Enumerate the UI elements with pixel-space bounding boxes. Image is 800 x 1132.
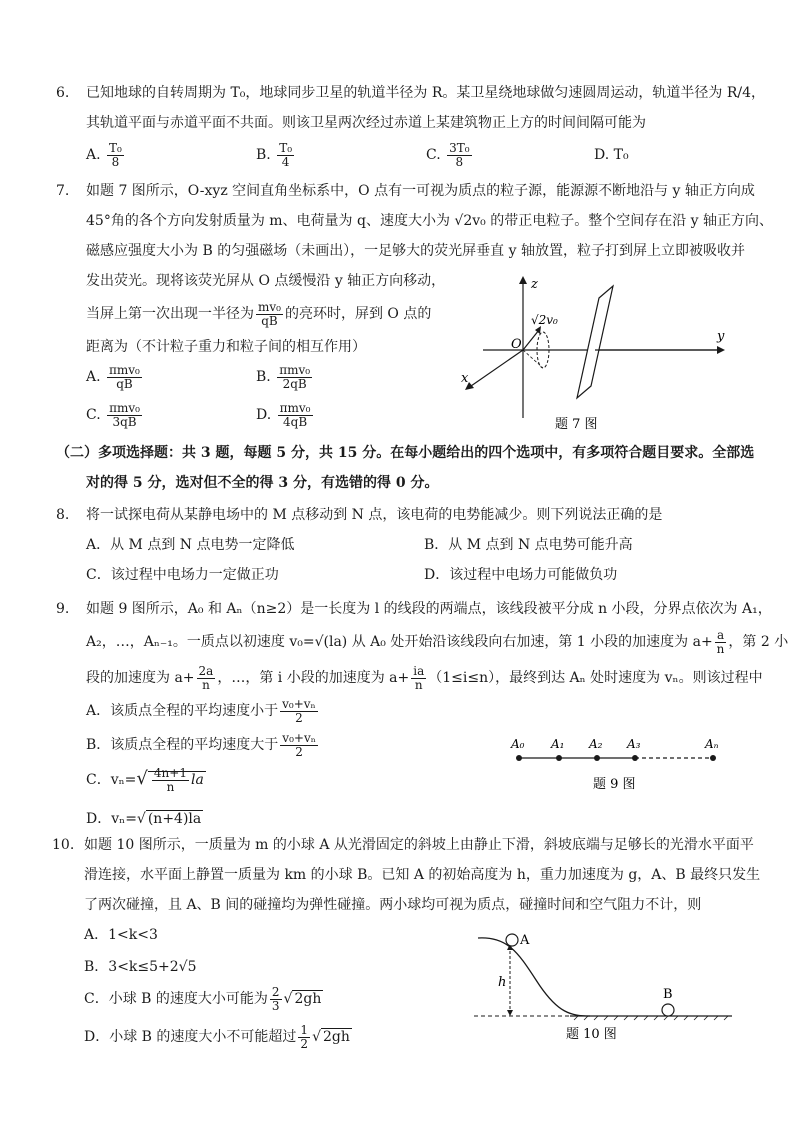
question-text: 将一试探电荷从某静电场中的 M 点移动到 N 点，该电荷的电势能减少。则下列说法正确的是 <box>86 507 663 523</box>
point-a0 <box>516 755 522 761</box>
option-d: D．小球 B 的速度大小不可能超过 $\frac{1}{2}$ √ 2gh <box>84 1022 350 1051</box>
question-text: 其轨道平面与赤道平面不共面。则该卫星两次经过赤道上某建筑物正上方的时间间隔可能为 <box>86 115 646 131</box>
option-b: B．3<k≤5+2√5 <box>84 959 197 975</box>
question-text: 了两次碰撞，且 A、B 间的碰撞均为弹性碰撞。两小球均可视为质点，碰撞时间和空气阻力不计，则 <box>84 897 702 913</box>
option-b: B. $\frac{\text{T₀}}{4}$ <box>256 140 293 169</box>
label-b: B <box>663 987 673 1002</box>
option-c: C. $\frac{\text{πmv₀}}{3qB}$ <box>86 400 140 429</box>
ball-a <box>506 934 518 946</box>
slope-curve <box>478 938 590 1016</box>
question-text: 当屏上第一次出现一半径为 $\frac{\text{mv₀}}{qB}$ 的亮环时，屏到 O 点的 <box>86 299 432 328</box>
z-label: z <box>531 277 538 292</box>
section-text: 对的得 5 分，选对但不全的得 3 分，有选错的得 0 分。 <box>86 475 439 491</box>
label-a1: A₁ <box>551 737 565 751</box>
question-6 <box>56 78 766 180</box>
label-an: Aₙ <box>705 737 719 751</box>
x-axis <box>471 350 523 386</box>
velocity-arrow-icon <box>535 326 541 334</box>
question-text: 距离为（不计粒子重力和粒子间的相互作用） <box>86 339 366 355</box>
option-d: D. $\frac{\text{πmv₀}}{4qB}$ <box>256 400 311 429</box>
question-text: 如题 10 图所示，一质量为 m 的小球 A 从光滑固定的斜坡上由静止下滑，斜坡底端与足够长的光滑水平面平 <box>84 837 754 853</box>
option-b: B．该质点全程的平均速度大于 $\frac{\text{v₀+vₙ}}{2}$ <box>86 730 316 759</box>
question-text: 如题 9 图所示，A₀ 和 Aₙ（n≥2）是一长度为 l 的线段的两端点，该线段被平分成 n 小段，分界点依次为 A₁， <box>86 601 772 617</box>
label-a: A <box>520 933 530 948</box>
point-a2 <box>594 755 600 761</box>
figure-9 <box>505 734 735 794</box>
option-b: B．从 M 点到 N 点电势可能升高 <box>424 537 633 553</box>
y-arrow-icon <box>717 346 725 354</box>
point-an <box>710 755 716 761</box>
figure-caption: 题 9 图 <box>593 777 636 792</box>
velocity-label: √2v₀ <box>531 313 558 327</box>
question-text: 已知地球的自转周期为 T₀，地球同步卫星的轨道半径为 R。某卫星绕地球做匀速圆周运动，轨道半径为 R/4， <box>86 85 766 101</box>
cone-edge <box>523 350 543 368</box>
option-a: A. $\frac{\text{πmv₀}}{qB}$ <box>86 362 140 391</box>
point-a3 <box>632 755 638 761</box>
option-d: D. T₀ <box>594 147 629 163</box>
point-a1 <box>556 755 562 761</box>
option-d: D．该过程中电场力可能做负功 <box>424 567 618 583</box>
label-a0: A₀ <box>511 737 525 751</box>
origin-label: O <box>511 337 522 352</box>
option-a: A．从 M 点到 N 点电势一定降低 <box>86 537 295 553</box>
question-text: 段的加速度为 a+ $\frac{2a}{n}$ ，…，第 i 小段的加速度为 a+ $\frac{ia}{n}$ （1≤i≤n），最终到达 Aₙ 处时速度为 vₙ。则该过程中 <box>86 663 763 692</box>
option-c: C．小球 B 的速度大小可能为 $\frac{2}{3}$ √ 2gh <box>84 984 322 1013</box>
question-8 <box>56 500 756 590</box>
question-number: 10. <box>52 837 75 853</box>
z-arrow-icon <box>519 276 527 284</box>
ball-b <box>662 1004 674 1016</box>
question-number: 8. <box>56 507 70 523</box>
figure-7 <box>455 268 735 438</box>
question-9 <box>56 594 789 838</box>
height-arrow-down-icon <box>507 1010 513 1016</box>
option-b: B. $\frac{\text{πmv₀}}{2qB}$ <box>256 362 311 391</box>
option-a: A. $\frac{\text{T₀}}{8}$ <box>86 140 122 169</box>
option-a: A．该质点全程的平均速度小于 $\frac{\text{v₀+vₙ}}{2}$ <box>86 696 316 725</box>
label-h: h <box>498 975 507 990</box>
option-c: C．该过程中电场力一定做正功 <box>86 567 279 583</box>
question-text: A₂，…，Aₙ₋₁。一质点以初速度 v₀=√(la) 从 A₀ 处开始沿该线段向右加速，第 1 小段的加速度为 a+ $\frac{a}{n}$ ，第 2 小 <box>86 627 789 656</box>
label-a2: A₂ <box>589 737 603 751</box>
option-c: C．vₙ=√ $\frac{4n+1}{n}$ la <box>86 765 204 794</box>
section-text: （二）多项选择题：共 3 题，每题 5 分，共 15 分。在每小题给出的四个选项中，有多项符合题目要求。全部选 <box>56 445 755 461</box>
figure-caption: 题 7 图 <box>555 417 598 432</box>
x-label: x <box>461 371 469 386</box>
question-text: 发出荧光。现将该荧光屏从 O 点缓慢沿 y 轴正方向移动， <box>86 273 446 289</box>
question-text: 磁感应强度大小为 B 的匀强磁场（未画出），一足够大的荧光屏垂直 y 轴放置，粒子打到屏上立即被吸收并 <box>86 243 745 259</box>
option-d: D．vₙ=√ (n+4)la <box>86 811 202 827</box>
question-text: 如题 7 图所示，O-xyz 空间直角坐标系中，O 点有一可视为质点的粒子源，能源源不断地沿与 y 轴正方向成 <box>86 183 755 199</box>
question-number: 7. <box>56 183 70 199</box>
figure-caption: 题 10 图 <box>566 1027 617 1042</box>
option-c: C. $\frac{\text{3T₀}}{8}$ <box>426 140 470 169</box>
question-text: 45°角的各个方向发射质量为 m、电荷量为 q、速度大小为 √2v₀ 的带正电粒子。整个空间存在沿 y 轴正方向、 <box>86 213 774 229</box>
question-text: 滑连接，水平面上静置一质量为 km 的小球 B。已知 A 的初始高度为 h，重力加速度为 g，A、B 最终只发生 <box>84 867 761 883</box>
fluorescent-screen <box>577 286 613 398</box>
label-a3: A₃ <box>627 737 641 751</box>
y-label: y <box>717 329 725 344</box>
question-number: 6. <box>56 85 70 101</box>
section-2-heading <box>56 438 766 498</box>
question-number: 9. <box>56 601 70 617</box>
option-a: A．1<k<3 <box>84 927 158 943</box>
figure-10 <box>470 926 740 1046</box>
